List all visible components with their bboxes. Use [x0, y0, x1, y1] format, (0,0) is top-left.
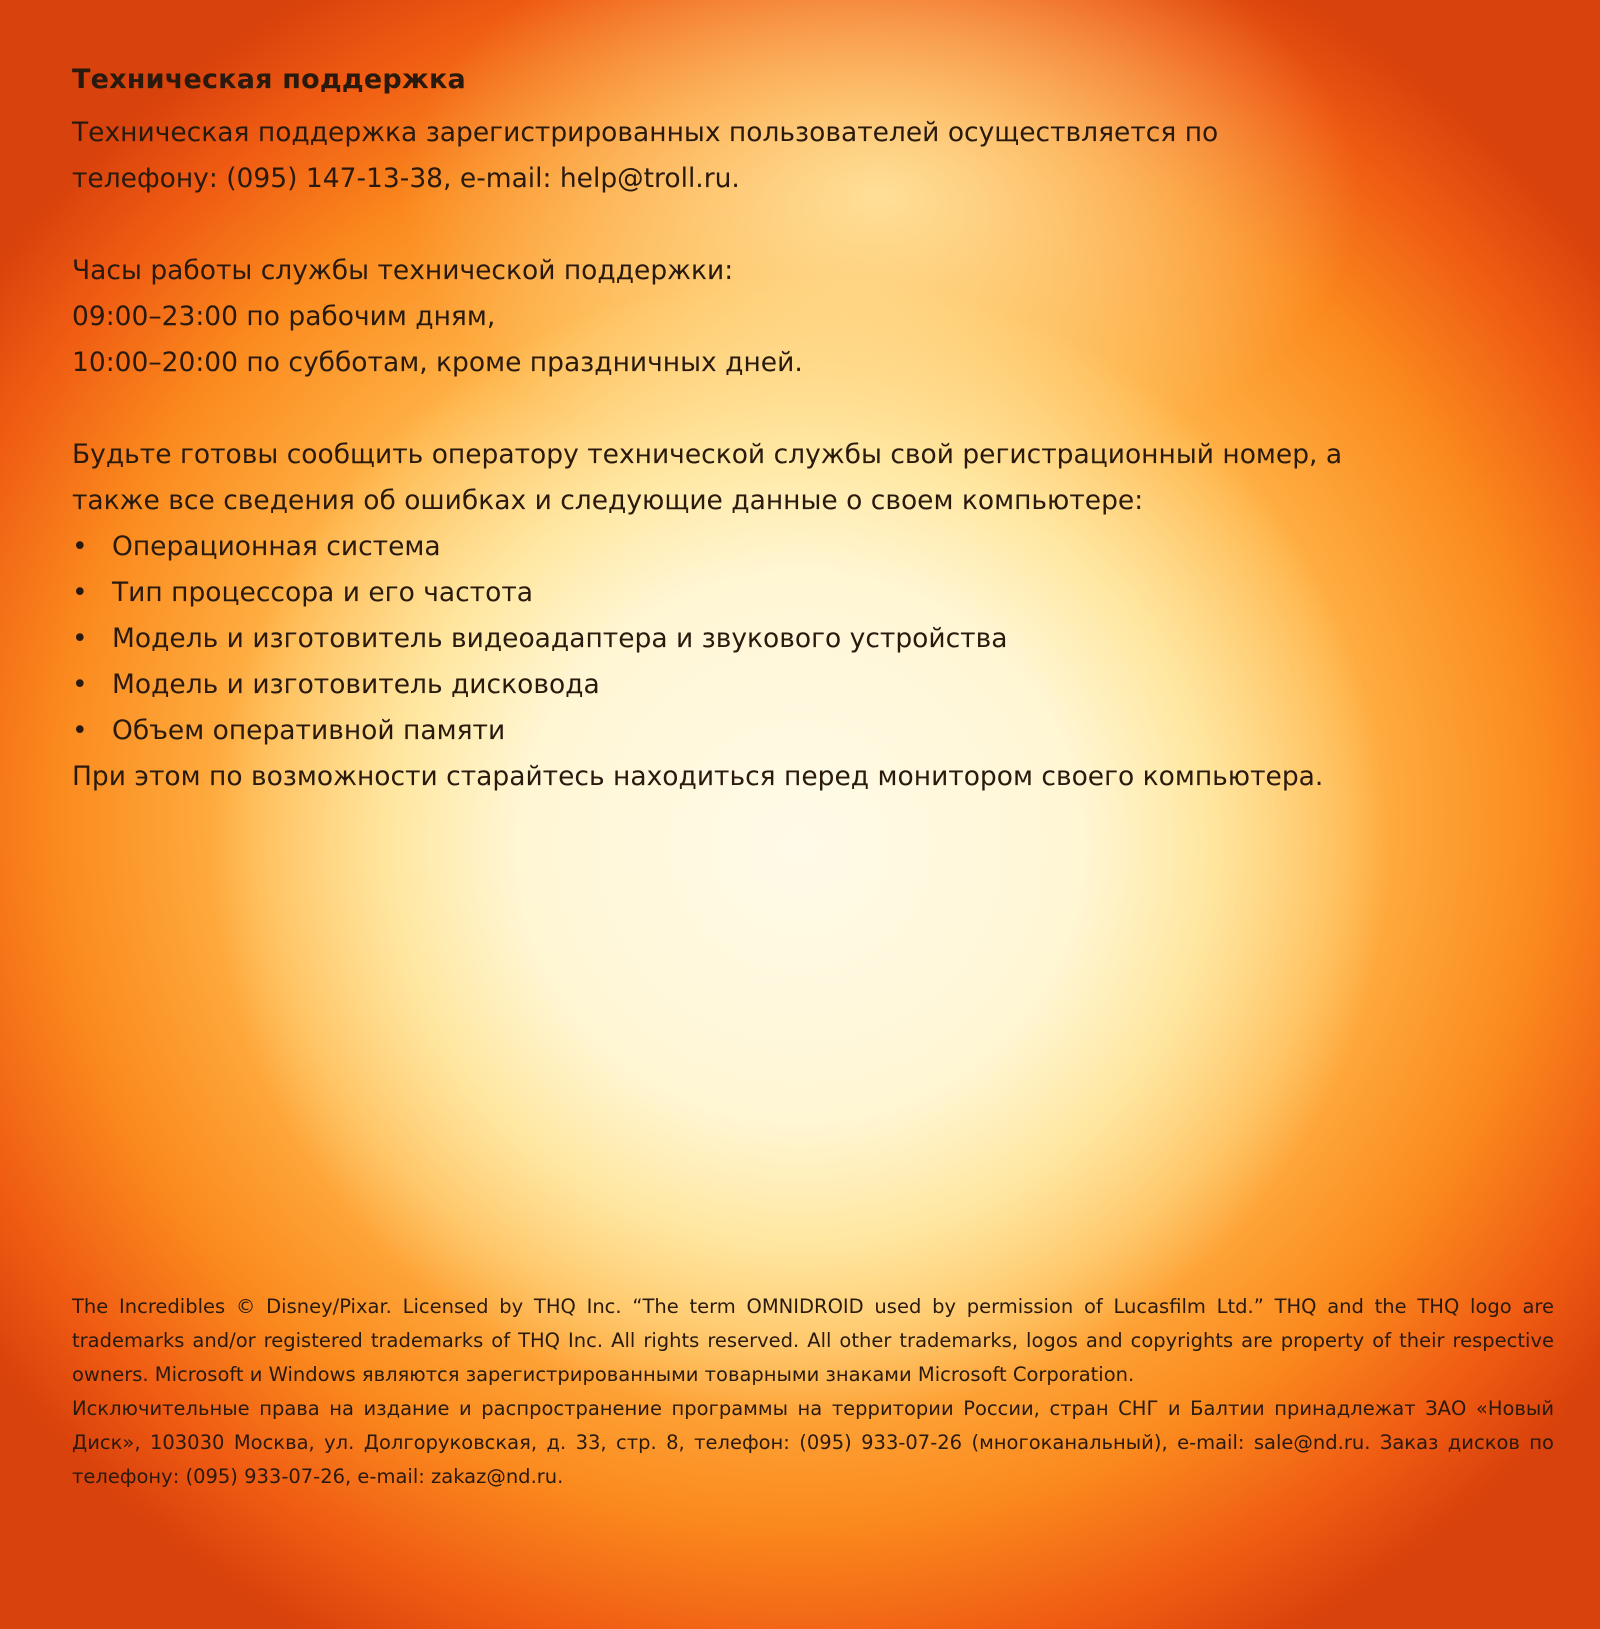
- publisher-notice: Исключительные права на издание и распространение программы на территории России, стран СНГ и Балтии принадлежат ЗАО «Новый Диск», 103030 Москва, ул. Долгоруковская, д. 33, стр. 8, телефон: (095) 933-07-26 (многоканальный), e-mail: sale@nd.ru. Заказ дисков по телефону: (095) 933-07-26, e-mail: zakaz@nd.ru.: [72, 1397, 1554, 1488]
- legal-footer: [72, 1290, 1554, 1494]
- bullet-icon: •: [72, 623, 88, 654]
- list-item-text: Тип процессора и его частота: [112, 577, 533, 608]
- bullet-icon: •: [72, 577, 88, 608]
- list-item: [72, 616, 1532, 662]
- bullet-icon: •: [72, 531, 88, 562]
- hours-title: Часы работы службы технической поддержки:: [72, 255, 734, 286]
- hours-weekdays: 09:00–23:00 по рабочим дням,: [72, 301, 496, 332]
- computer-info-list: [72, 524, 1532, 754]
- bullet-icon: •: [72, 715, 88, 746]
- closing-note: При этом по возможности старайтесь находиться перед монитором своего компьютера.: [72, 761, 1324, 792]
- list-item-text: Модель и изготовитель видеоадаптера и звукового устройства: [112, 623, 1008, 654]
- bullet-icon: •: [72, 669, 88, 700]
- spacer: [72, 202, 1532, 248]
- prepare-line-1: Будьте готовы сообщить оператору технической службы свой регистрационный номер, а: [72, 439, 1343, 470]
- spacer: [72, 386, 1532, 432]
- hours-saturday: 10:00–20:00 по субботам, кроме праздничных дней.: [72, 347, 803, 378]
- support-section: [72, 110, 1532, 800]
- list-item: [72, 570, 1532, 616]
- list-item-text: Модель и изготовитель дисковода: [112, 669, 600, 700]
- support-intro-line-2: телефону: (095) 147-13-38, e-mail: help@troll.ru.: [72, 163, 740, 194]
- list-item-text: Операционная система: [112, 531, 441, 562]
- list-item: [72, 708, 1532, 754]
- list-item: [72, 662, 1532, 708]
- list-item-text: Объем оперативной памяти: [112, 715, 506, 746]
- support-heading: Техническая поддержка: [72, 64, 466, 95]
- list-item: [72, 524, 1532, 570]
- support-intro-line-1: Техническая поддержка зарегистрированных пользователей осуществляется по: [72, 117, 1219, 148]
- copyright-notice: The Incredibles © Disney/Pixar. Licensed by THQ Inc. “The term OMNIDROID used by permission of Lucasfilm Ltd.” THQ and the THQ logo are trademarks and/or registered trademarks of THQ Inc. All rights reserved. All other trademarks, logos and copyrights are property of their respective owners. Microsoft и Windows являются зарегистрированными товарными знаками Microsoft Corporation.: [72, 1295, 1554, 1386]
- prepare-line-2: также все сведения об ошибках и следующие данные о своем компьютере:: [72, 485, 1144, 516]
